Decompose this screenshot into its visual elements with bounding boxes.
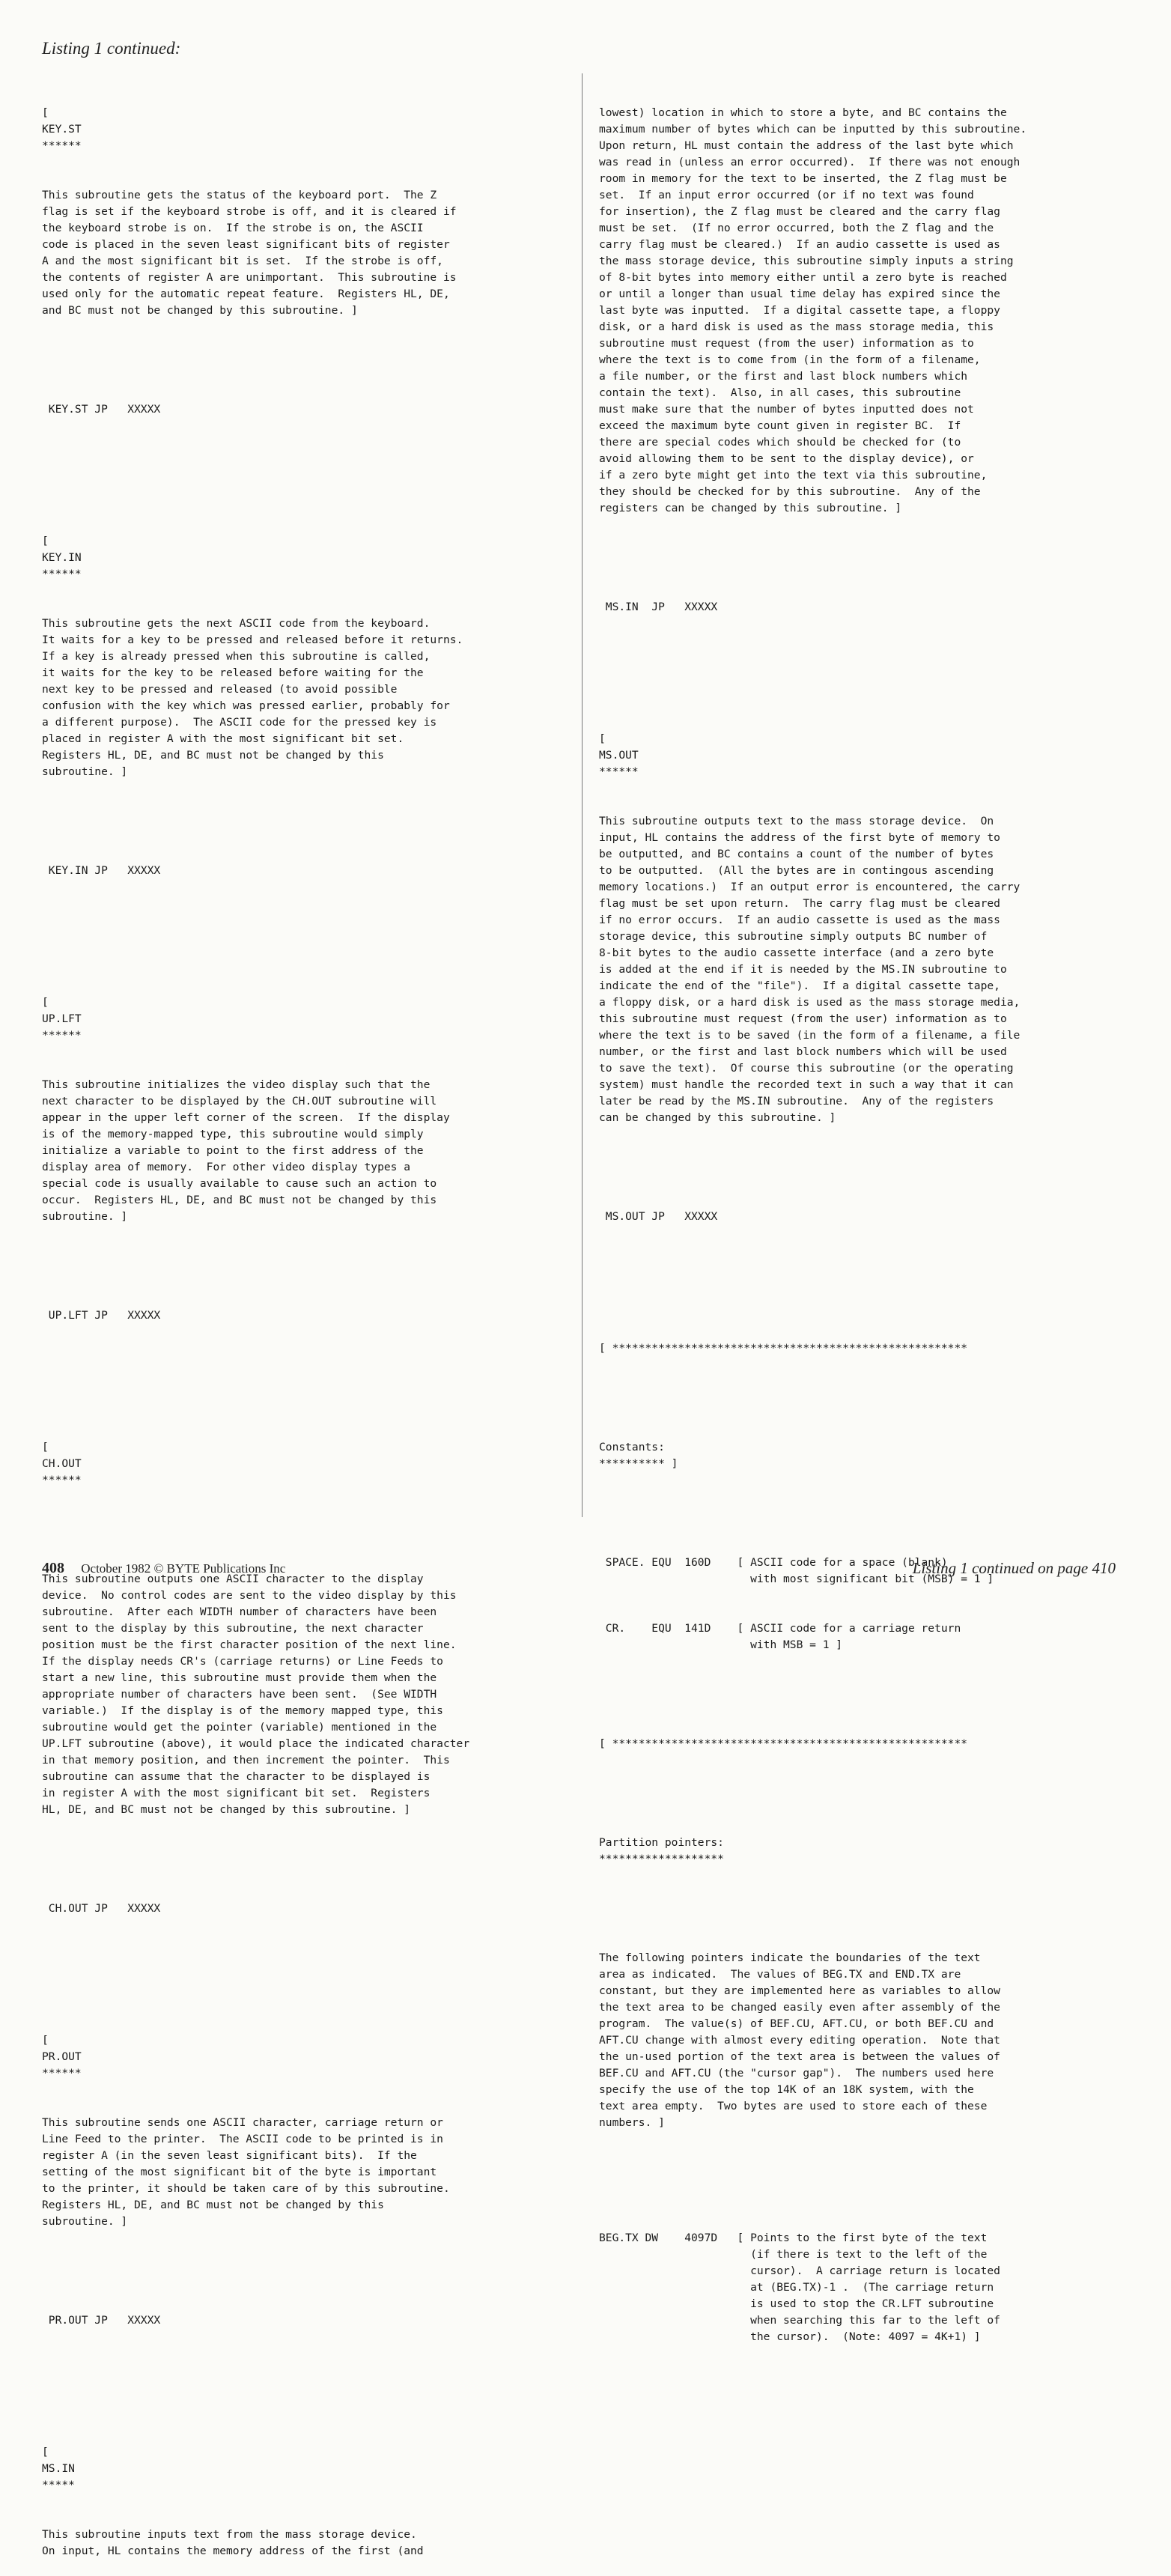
- up-lft-heading: [ UP.LFT ******: [42, 996, 82, 1042]
- separator-stars-2: [ ******************************************************: [599, 1737, 968, 1750]
- beg-tx-definition: BEG.TX DW 4097D [ Points to the first byte of the text (if there is text to the left of the cursor). A carriage return is located at (BEG.TX)-1 . (The carriage return is used to stop the CR.LFT subroutine when searching this far to the left of the cursor). (Note: 4097 = 4K+1) ]: [599, 2232, 1000, 2343]
- continued-note: Listing 1 continued on page 410: [912, 1559, 1116, 1577]
- pr-out-code: PR.OUT JP XXXXX: [42, 2314, 161, 2327]
- page-number: 408: [42, 1560, 64, 1576]
- ch-out-description: This subroutine outputs one ASCII character to the display device. No control codes are sent to the video display by this subroutine. After each WIDTH number of characters have been sent to the display by this subroutine, the next character position must be the first character position of the next line. If the display needs CR's (carriage returns) or Line Feeds to start a new line, this subroutine must provide them when the appropriate number of characters have been sent. (See WIDTH variable.) If the display is of the memory mapped type, this subroutine would get the pointer (variable) mentioned in the UP.LFT subroutine (above), it would place the indicated character in that memory position, and then increment the pointer. This subroutine can assume that the character to be displayed is in register A with the most significant bit set. Registers HL, DE, and BC must not be changed by this subroutine. ]: [42, 1573, 470, 1816]
- column-divider: [582, 73, 583, 1517]
- ms-in-description-continued: lowest) location in which to store a byte, and BC contains the maximum number of bytes which can be inputted by this subroutine. Upon return, HL must contain the address of the last byte which was read in (unless an error occurred). If there was not enough room in memory for the text to be inserted, the Z flag must be set. If an input error occurred (or if no text was found for insertion), the Z flag must be cleared and the carry flag must be set. (If no error occurred, both the Z flag and the carry flag must be cleared.) If an audio cassette is used as the mass storage device, this subroutine simply inputs a string of 8-bit bytes into memory either until a zero byte is reached or until a longer than usual time delay has expired since the last byte was inputted. If a digital cassette tape, a floppy disk, or a hard disk is used as the mass storage media, this subroutine must request (from the user) information as to where the text is to come from (in the form of a filename, a file number, or the first and last block numbers which contain the text). Also, in all cases, this subroutine must make sure that the number of bytes inputted does not exceed the maximum byte count given in register BC. If there are special codes which should be checked for (to avoid allowing them to be sent to the display device), or if a zero byte might get into the text via this subroutine, they should be checked for by this subroutine. Any of the registers can be changed by this subroutine. ]: [599, 106, 1027, 514]
- listing-header: Listing 1 continued:: [42, 39, 181, 58]
- key-st-code: KEY.ST JP XXXXX: [42, 403, 161, 416]
- up-lft-description: This subroutine initializes the video display such that the next character to be displayed by the CH.OUT subroutine will appear in the upper left corner of the screen. If the display is of the memory-mapped type, this subroutine would simply initialize a variable to point to the first address of the display area of memory. For other video display types a special code is usually available to cause such an action to occur. Registers HL, DE, and BC must not be changed by this subroutine. ]: [42, 1078, 450, 1223]
- ms-in-code: MS.IN JP XXXXX: [599, 601, 718, 613]
- key-in-code: KEY.IN JP XXXXX: [42, 864, 161, 877]
- partition-heading: Partition pointers: *******************: [599, 1836, 724, 1865]
- pr-out-description: This subroutine sends one ASCII character, carriage return or Line Feed to the printer. The ASCII code to be printed is in register A (in the seven least significant bits). If the setting of the most significant bit of the byte is important to the printer, it should be taken care of by this subroutine. Registers HL, DE, and BC must not be changed by this subroutine. ]: [42, 2116, 450, 2228]
- ms-out-heading: [ MS.OUT ******: [599, 732, 639, 778]
- ch-out-code: CH.OUT JP XXXXX: [42, 1902, 161, 1915]
- key-st-heading: [ KEY.ST ******: [42, 106, 82, 152]
- key-in-heading: [ KEY.IN ******: [42, 535, 82, 580]
- left-column: [42, 72, 559, 2576]
- ms-in-description: This subroutine inputs text from the mass storage device. On input, HL contains the memory address of the first (and: [42, 2528, 424, 2557]
- pr-out-heading: [ PR.OUT ******: [42, 2034, 82, 2080]
- space-constant: SPACE. EQU 160D [ ASCII code for a space (blank) with most significant bit (MSB) = 1 ]: [605, 1556, 994, 1585]
- ms-out-description: This subroutine outputs text to the mass storage device. On input, HL contains the address of the first byte of memory to be outputted, and BC contains a count of the number of bytes to be outputted. (All the bytes are in contingous ascending memory locations.) If an output error is encountered, the carry flag must be set upon return. The carry flag must be cleared if no error occurs. If an audio cassette is used as the mass storage device, this subroutine simply outputs BC number of 8-bit bytes to the audio cassette interface (and a zero byte is added at the end if it is needed by the MS.IN subroutine to indicate the end of the "file"). If a digital cassette tape, a floppy disk, or a hard disk is used as the mass storage media, this subroutine must request (from the user) information as to where the text is to be saved (in the form of a filename, a file number, or the first and last block numbers which will be used to save the text). Of course this subroutine (or the operating system) must handle the recorded text in such a way that it can later be read by the MS.IN subroutine. Any of the registers can be changed by this subroutine. ]: [599, 815, 1021, 1124]
- key-in-description: This subroutine gets the next ASCII code from the keyboard. It waits for a key to be pressed and released before it returns. If a key is already pressed when this subroutine is called, it waits for the key to be released before waiting for the next key to be pressed and released (to avoid possible confusion with the key which was pressed earlier, probably for a different purpose). The ASCII code for the pressed key is placed in register A with the most significant bit set. Registers HL, DE, and BC must not be changed by this subroutine. ]: [42, 617, 463, 778]
- partition-description: The following pointers indicate the boundaries of the text area as indicated. The values of BEG.TX and END.TX are constant, but they are implemented here as variables to allow the text area to be changed easily even after assembly of the program. The value(s) of BEF.CU, AFT.CU, or both BEF.CU and AFT.CU change with almost every editing operation. Note that the un-used portion of the text area is between the values of BEF.CU and AFT.CU (the "cursor gap"). The numbers used here specify the use of the top 14K of an 18K system, with the text area empty. Two bytes are used to store each of these numbers. ]: [599, 1951, 1000, 2129]
- separator-stars-1: [ ******************************************************: [599, 1342, 968, 1355]
- ms-in-heading: [ MS.IN *****: [42, 2446, 75, 2491]
- right-column: [599, 72, 1123, 2362]
- key-st-description: This subroutine gets the status of the keyboard port. The Z flag is set if the keyboard strobe is off, and it is cleared if the keyboard strobe is on. If the strobe is on, the ASCII code is placed in the seven least significant bits of register A and the most significant bit is set. If the strobe is off, the contents of register A are unimportant. This subroutine is used only for the automatic repeat feature. Registers HL, DE, and BC must not be changed by this subroutine. ]: [42, 189, 457, 317]
- up-lft-code: UP.LFT JP XXXXX: [42, 1309, 161, 1322]
- publication-line: October 1982 © BYTE Publications Inc: [81, 1561, 286, 1576]
- page-footer: [42, 1560, 285, 1577]
- ms-out-code: MS.OUT JP XXXXX: [599, 1210, 718, 1223]
- constants-heading: Constants: ********** ]: [599, 1441, 678, 1470]
- ch-out-heading: [ CH.OUT ******: [42, 1441, 82, 1486]
- cr-constant: CR. EQU 141D [ ASCII code for a carriage return with MSB = 1 ]: [605, 1622, 961, 1651]
